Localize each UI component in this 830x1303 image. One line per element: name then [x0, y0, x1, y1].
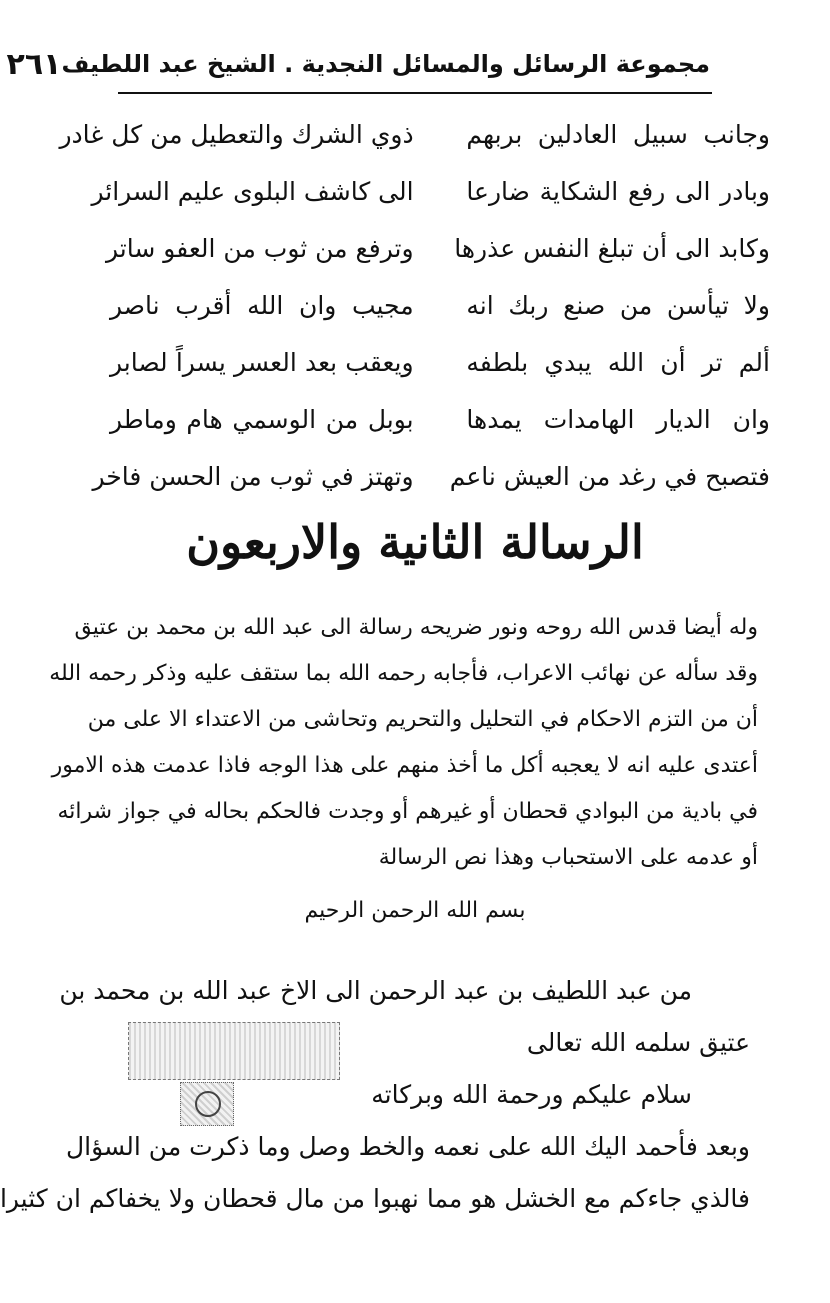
letter-line: وبعد فأحمد اليك الله على نعمه والخط وصل وما ذكرت من السؤال	[65, 1132, 750, 1161]
verse-second-hemistich: بوبل من الوسمي هام وماطر	[110, 405, 414, 434]
intro-line: أعتدى عليه انه لا يعجبه أكل ما أخذ منهم على هذا الوجه فاذا عدمت هذه الامور	[51, 753, 758, 778]
verse-second-hemistich: وتهتز في ثوب من الحسن فاخر	[92, 462, 414, 491]
page-number: ٢٦١	[6, 46, 62, 82]
verse-row	[92, 448, 770, 505]
verse-row	[59, 106, 770, 163]
header-rule	[118, 92, 712, 94]
verse-row	[110, 277, 770, 334]
verse-second-hemistich: ذوي الشرك والتعطيل من كل غادر	[59, 120, 414, 149]
letter-line: عتيق سلمه الله تعالى	[526, 1028, 750, 1057]
intro-line: أو عدمه على الاستحباب وهذا نص الرسالة	[378, 845, 758, 870]
basmala: بسم الله الرحمن الرحيم	[304, 898, 526, 923]
verse-second-hemistich: الى كاشف البلوى عليم السرائر	[91, 177, 414, 206]
verse-row	[110, 334, 770, 391]
verse-row	[106, 220, 770, 277]
verse-first-hemistich: فتصبح في رغد من العيش ناعم	[449, 462, 770, 491]
verse-second-hemistich: مجيب وان الله أقرب ناصر	[110, 291, 414, 320]
verse-second-hemistich: ويعقب بعد العسر يسراً لصابر	[110, 348, 414, 377]
intro-line: في بادية من البوادي قحطان أو غيرهم أو وجدت فالحكم بحاله في جواز شرائه	[57, 799, 758, 824]
verse-first-hemistich: وجانب سبيل العادلين بربهم	[466, 120, 770, 149]
verse-first-hemistich: ولا تيأسن من صنع ربك انه	[466, 291, 770, 320]
intro-paragraph	[49, 605, 758, 881]
library-stamp-mark	[128, 1022, 340, 1080]
letter-line: من عبد اللطيف بن عبد الرحمن الى الاخ عبد الله بن محمد بن	[59, 976, 692, 1005]
verse-first-hemistich: وكابد الى أن تبلغ النفس عذرها	[454, 234, 770, 263]
poem-verses	[59, 106, 770, 505]
verse-second-hemistich: وترفع من ثوب من العفو ساتر	[106, 234, 414, 263]
verse-first-hemistich: وبادر الى رفع الشكاية ضارعا	[466, 177, 770, 206]
verse-row	[110, 391, 770, 448]
intro-line: وقد سأله عن نهائب الاعراب، فأجابه رحمه الله بما ستقف عليه وذكر رحمه الله	[49, 661, 758, 686]
section-title: الرسالة الثانية والاربعون	[186, 515, 644, 569]
intro-line: أن من التزم الاحكام في التحليل والتحريم وتحاشى من الاعتداء الا على من	[87, 707, 758, 732]
verse-first-hemistich: ألم تر أن الله يبدي بلطفه	[466, 348, 770, 377]
verse-first-hemistich: وان الديار الهامدات يمدها	[466, 405, 770, 434]
verse-row	[91, 163, 770, 220]
intro-line: وله أيضا قدس الله روحه ونور ضريحه رسالة الى عبد الله بن محمد بن عتيق	[74, 615, 758, 640]
page-header	[6, 38, 710, 90]
running-title: مجموعة الرسائل والمسائل النجدية . الشيخ عبد اللطيف	[61, 50, 710, 78]
letter-line: سلام عليكم ورحمة الله وبركاته	[371, 1080, 692, 1109]
letter-line: فالذي جاءكم مع الخشل هو مما نهبوا من مال قحطان ولا يخفاكم ان كثيرا	[0, 1184, 750, 1213]
seal-mark	[180, 1082, 234, 1126]
